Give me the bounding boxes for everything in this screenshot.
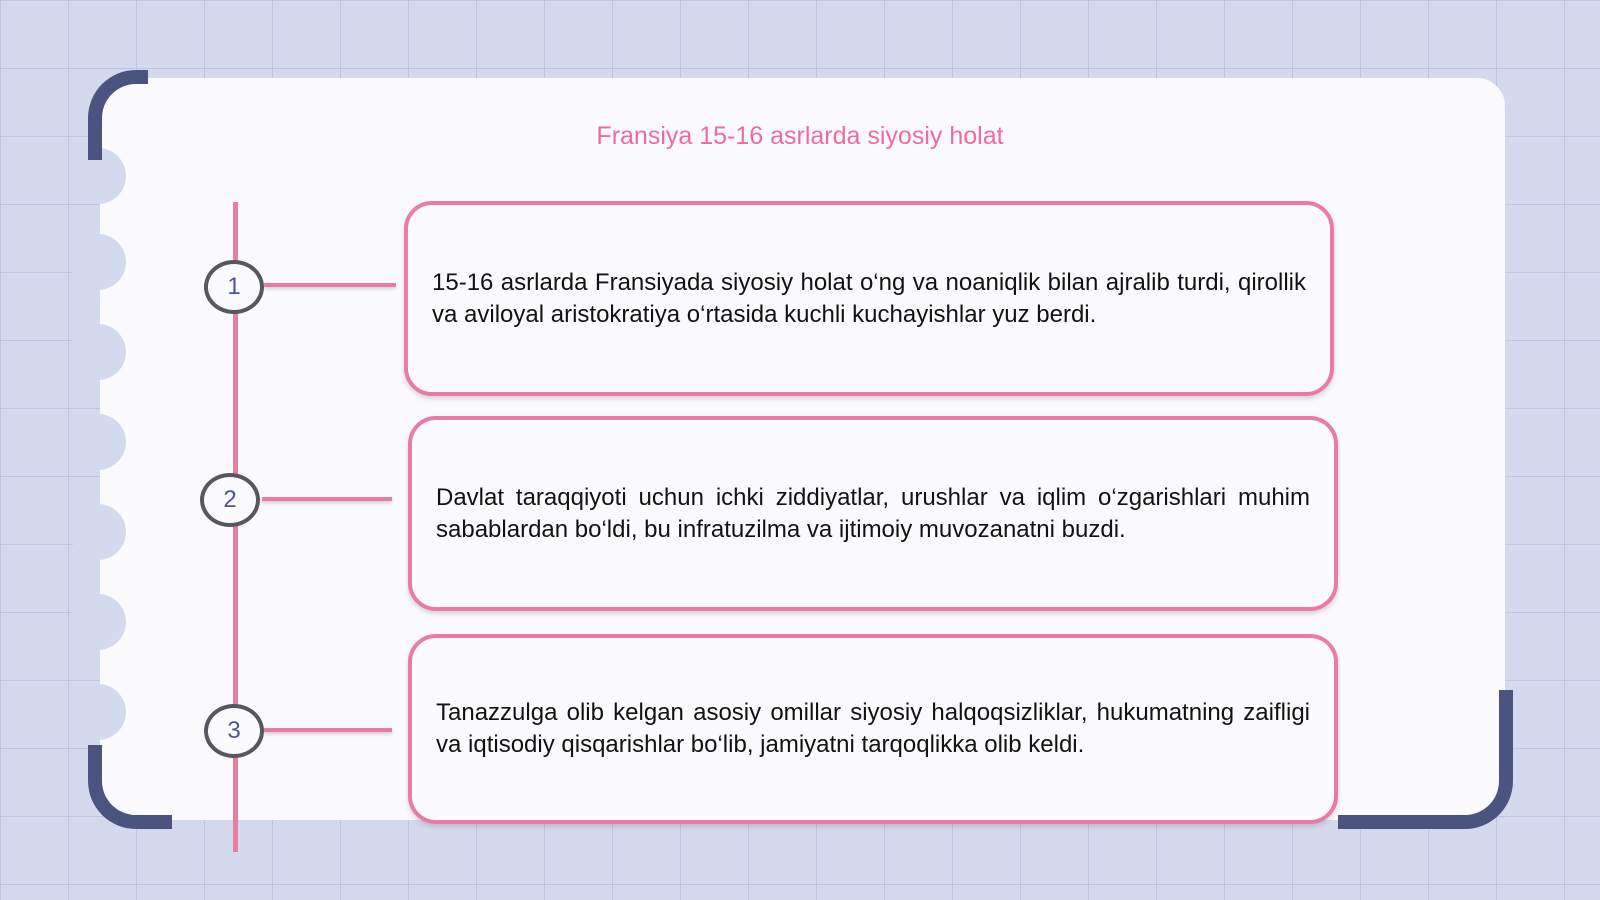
timeline-node [204,260,264,314]
timeline-box [404,201,1334,396]
slide-title: Fransiya 15-16 asrlarda siyosiy holat [596,122,1004,150]
timeline-connector [264,283,396,287]
timeline-connector [262,497,392,501]
timeline-box-text: Davlat taraqqiyoti uchun ichki ziddiyatlar, urushlar va iqlim o‘zgarishlari muhim sabablardan bo‘ldi, bu infratuzilma va ijtimoiy muvozanatni buzdi. [436,483,1310,543]
timeline-node [200,473,260,527]
notebook-notch [70,684,126,740]
notebook-notch [70,594,126,650]
timeline-box [408,416,1338,611]
notebook-notch [70,234,126,290]
frame-corner-bottom-left [88,745,172,829]
notebook-notch [70,414,126,470]
timeline-box-text: Tanazzulga olib kelgan asosiy omillar siyosiy halqoqsizliklar, hukumatning zaifligi va iqtisodiy qisqarishlar bo‘lib, jamiyatni tarqoqlikka olib keldi. [436,699,1310,758]
timeline-box-text: 15-16 asrlarda Fransiyada siyosiy holat o‘ng va noaniqlik bilan ajralib turdi, qirollik va aviloyal aristokratiya o‘rtasida kuchli kuchayishlar yuz berdi. [432,268,1306,328]
timeline-node-number: 3 [227,717,241,744]
frame-corner-bottom-right [1338,690,1513,829]
timeline-node-number: 2 [223,486,237,513]
timeline-node [204,704,264,758]
timeline-connector [264,728,392,732]
notebook-notch [70,324,126,380]
notebook-notch [70,504,126,560]
timeline-box [408,634,1338,824]
timeline-node-number: 1 [227,273,241,300]
